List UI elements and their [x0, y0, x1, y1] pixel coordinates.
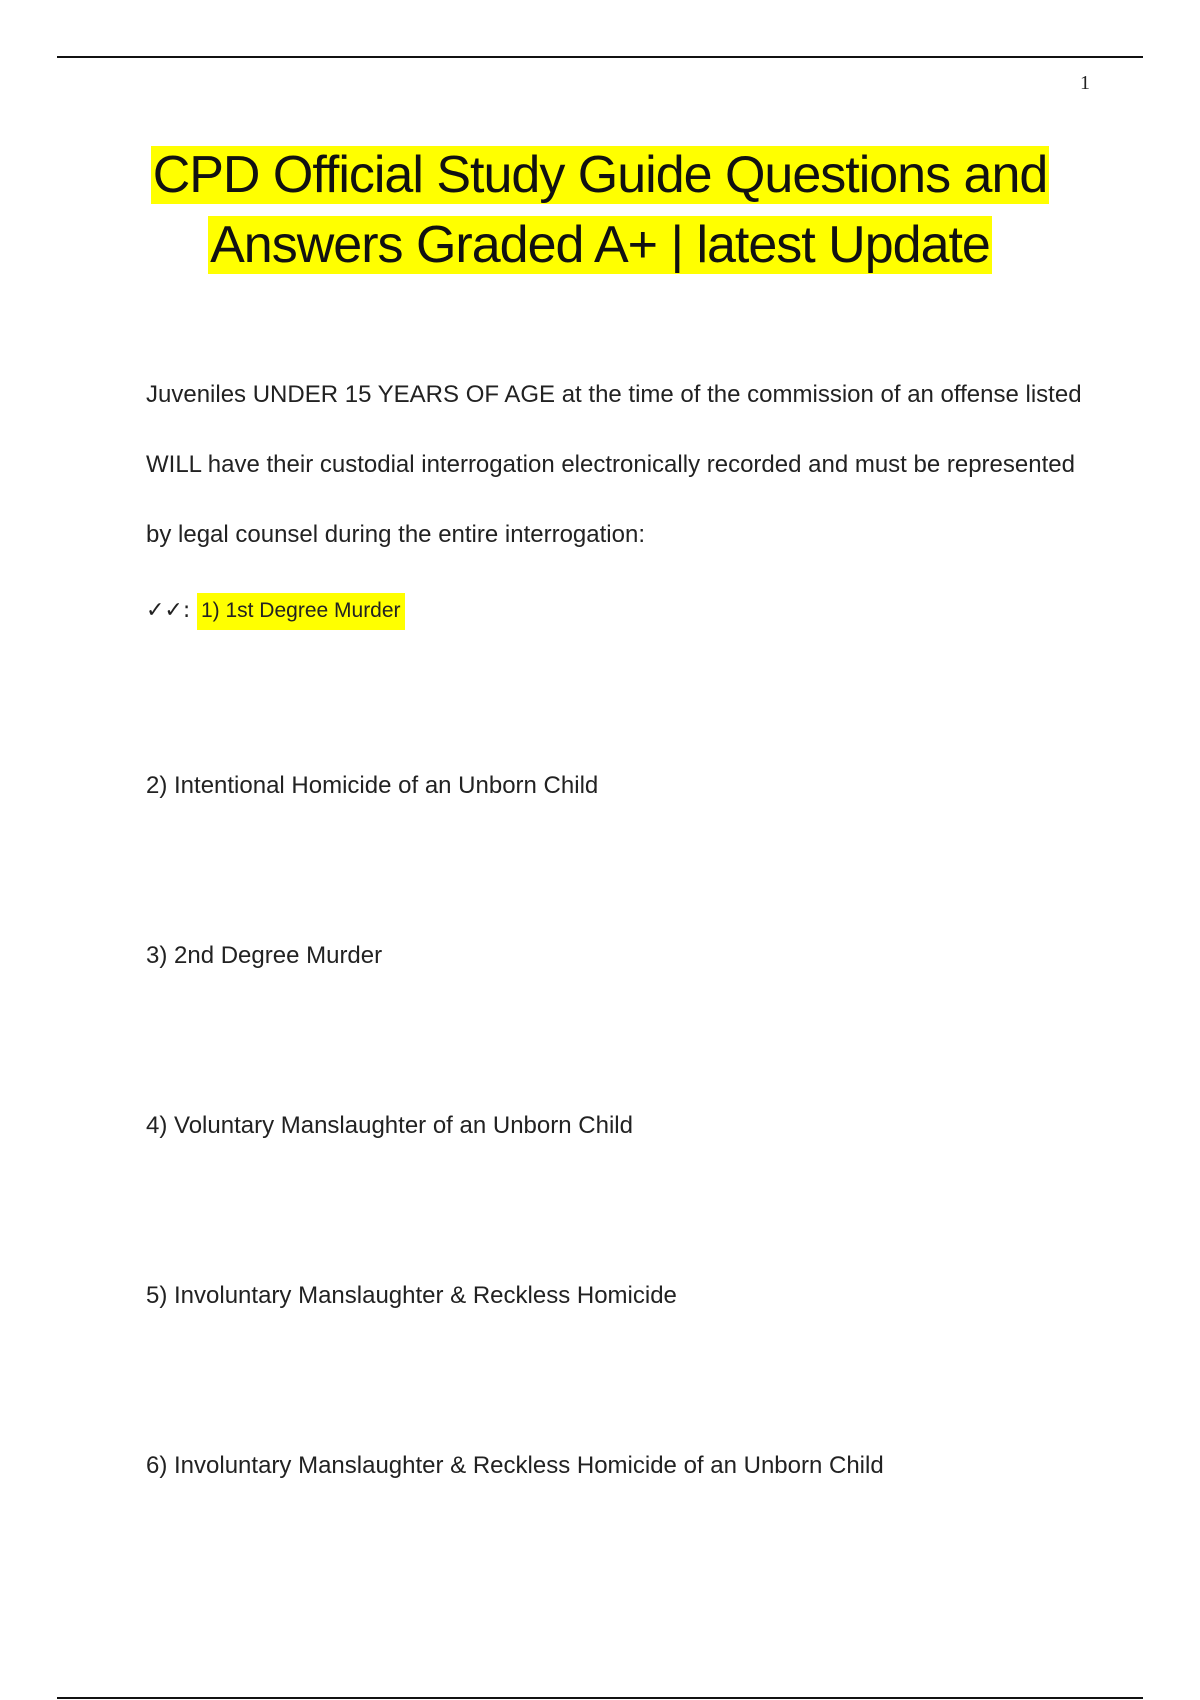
answer-highlight: 1) 1st Degree Murder — [197, 593, 405, 630]
document-title — [60, 140, 1140, 280]
answer-line — [146, 590, 405, 631]
answer-item: 3) 2nd Degree Murder — [146, 942, 383, 969]
footer-rule — [57, 1697, 1143, 1699]
answer-item: 5) Involuntary Manslaughter & Reckless Homicide — [146, 1282, 677, 1309]
checkmark-icon: ✓✓: — [146, 598, 191, 623]
answer-item: 2) Intentional Homicide of an Unborn Child — [146, 772, 599, 799]
title-line-2: Answers Graded A+ | latest Update — [210, 216, 990, 274]
title-line-1: CPD Official Study Guide Questions and — [152, 146, 1048, 204]
page-number: 1 — [1080, 72, 1090, 94]
answer-item: 4) Voluntary Manslaughter of an Unborn Child — [146, 1112, 633, 1139]
question-text: Juveniles UNDER 15 YEARS OF AGE at the time of the commission of an offense listed WILL have their custodial interrogation electronically recorded and must be represented by legal counsel during the entire interrogation: — [146, 381, 1082, 548]
answer-item: 6) Involuntary Manslaughter & Reckless Homicide of an Unborn Child — [146, 1452, 884, 1479]
header-rule — [57, 56, 1143, 58]
